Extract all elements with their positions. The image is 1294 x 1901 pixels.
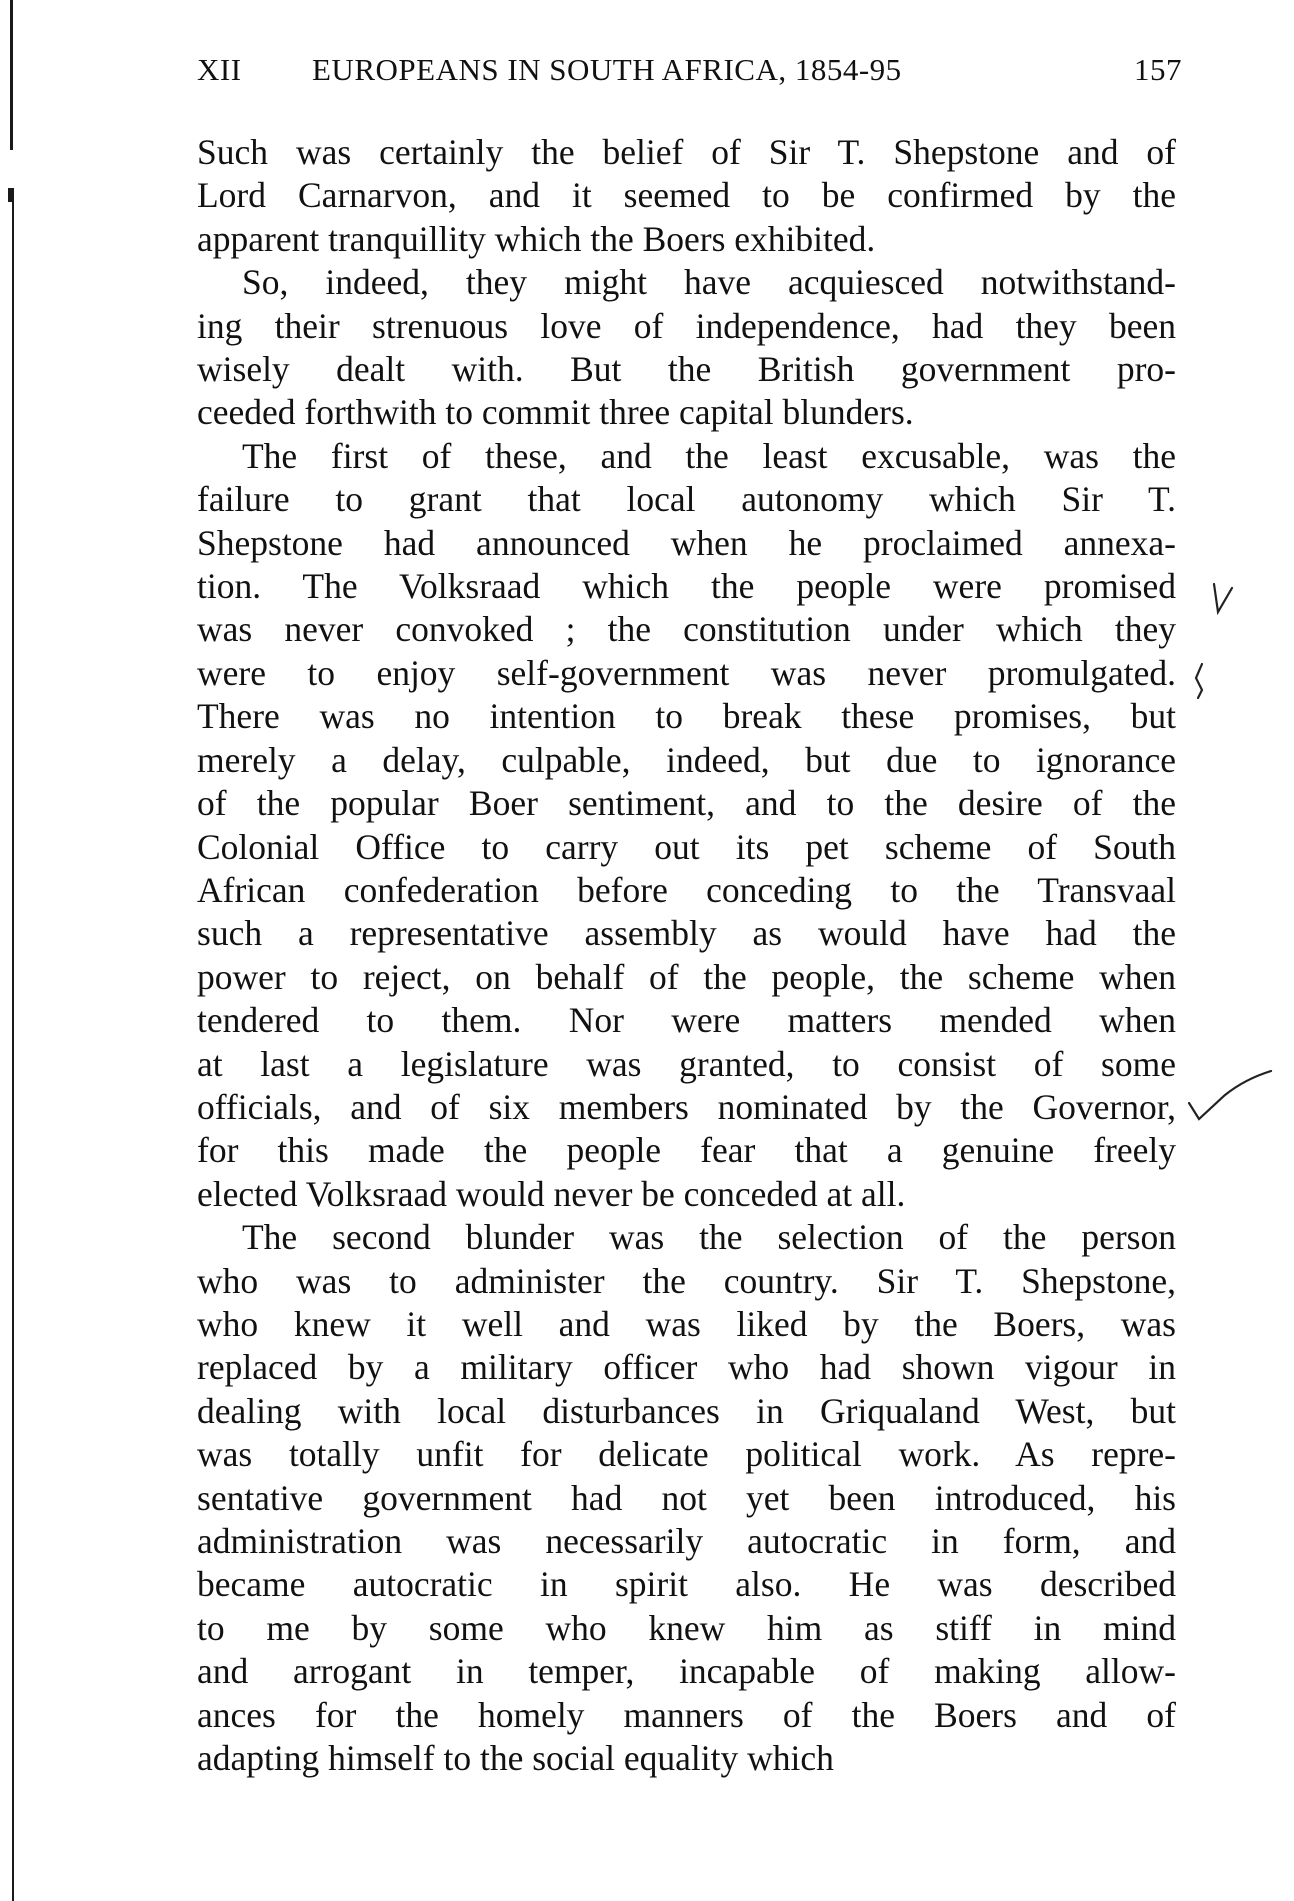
page-number: 157 — [1134, 52, 1182, 87]
text-line: dealing with local disturbances in Griqualand West, but — [197, 1390, 1176, 1431]
text-line: African confederation before conceding to the Transvaal — [197, 869, 1176, 910]
paragraph — [197, 435, 1176, 1216]
pencil-check-mark — [1185, 1065, 1275, 1125]
text-line: elected Volksraad would never be conceded at all. — [197, 1173, 906, 1214]
text-line: adapting himself to the social equality which — [197, 1738, 834, 1779]
text-line: became autocratic in spirit also. He was described — [197, 1564, 1176, 1605]
text-line: such a representative assembly as would have had the — [197, 913, 1176, 954]
text-line: were to enjoy self-government was never promulgated. — [197, 652, 1176, 693]
text-line: Lord Carnarvon, and it seemed to be confirmed by the — [197, 175, 1176, 216]
text-line: ances for the homely manners of the Boers and of — [197, 1694, 1176, 1735]
text-line: officials, and of six members nominated by the Governor, — [197, 1086, 1176, 1127]
scan-margin-line — [10, 0, 13, 150]
paragraph — [197, 261, 1176, 435]
pencil-check-mark — [1208, 578, 1238, 618]
text-line: at last a legislature was granted, to consist of some — [197, 1043, 1176, 1084]
text-line: and arrogant in temper, incapable of making allow- — [197, 1651, 1176, 1692]
text-line: was never convoked ; the constitution under which they — [197, 609, 1176, 650]
text-line: tion. The Volksraad which the people were promised — [197, 566, 1176, 607]
text-line: wisely dealt with. But the British government pro- — [197, 349, 1176, 390]
text-line: ing their strenuous love of independence, had they been — [197, 305, 1176, 346]
text-line: for this made the people fear that a genuine freely — [197, 1130, 1176, 1171]
text-line: who was to administer the country. Sir T. Shepstone, — [197, 1260, 1176, 1301]
chapter-number: XII — [197, 52, 242, 87]
running-header — [197, 52, 1182, 92]
text-line: replaced by a military officer who had shown vigour in — [197, 1347, 1176, 1388]
text-line: So, indeed, they might have acquiesced notwithstand- — [242, 262, 1176, 303]
paragraph — [197, 1216, 1176, 1780]
text-line: Colonial Office to carry out its pet scheme of South — [197, 826, 1176, 867]
scan-margin-tick — [8, 188, 14, 202]
text-line: apparent tranquillity which the Boers exhibited. — [197, 218, 876, 259]
paragraph — [197, 131, 1176, 261]
text-line: to me by some who knew him as stiff in mind — [197, 1607, 1176, 1648]
text-line: sentative government had not yet been introduced, his — [197, 1477, 1176, 1518]
pencil-tick-mark — [1188, 660, 1212, 702]
text-line: Shepstone had announced when he proclaimed annexa- — [197, 522, 1176, 563]
running-title: EUROPEANS IN SOUTH AFRICA, 1854-95 — [312, 52, 902, 87]
text-line: ceeded forthwith to commit three capital blunders. — [197, 392, 914, 433]
text-line: was totally unfit for delicate political work. As repre- — [197, 1434, 1176, 1475]
text-line: The second blunder was the selection of the person — [242, 1217, 1176, 1258]
scan-margin-line — [12, 200, 14, 1901]
text-line: of the popular Boer sentiment, and to the desire of the — [197, 783, 1176, 824]
text-line: tendered to them. Nor were matters mended when — [197, 1000, 1176, 1041]
text-line: power to reject, on behalf of the people, the scheme when — [197, 956, 1176, 997]
text-line: merely a delay, culpable, indeed, but due to ignorance — [197, 739, 1176, 780]
text-line: Such was certainly the belief of Sir T. Shepstone and of — [197, 132, 1176, 172]
text-line: administration was necessarily autocratic in form, and — [197, 1521, 1176, 1561]
text-line: The first of these, and the least excusable, was the — [242, 435, 1176, 476]
text-line: who knew it well and was liked by the Boers, was — [197, 1303, 1176, 1344]
text-line: failure to grant that local autonomy which Sir T. — [197, 479, 1176, 520]
body-text — [197, 131, 1176, 1780]
text-line: There was no intention to break these promises, but — [197, 696, 1176, 737]
